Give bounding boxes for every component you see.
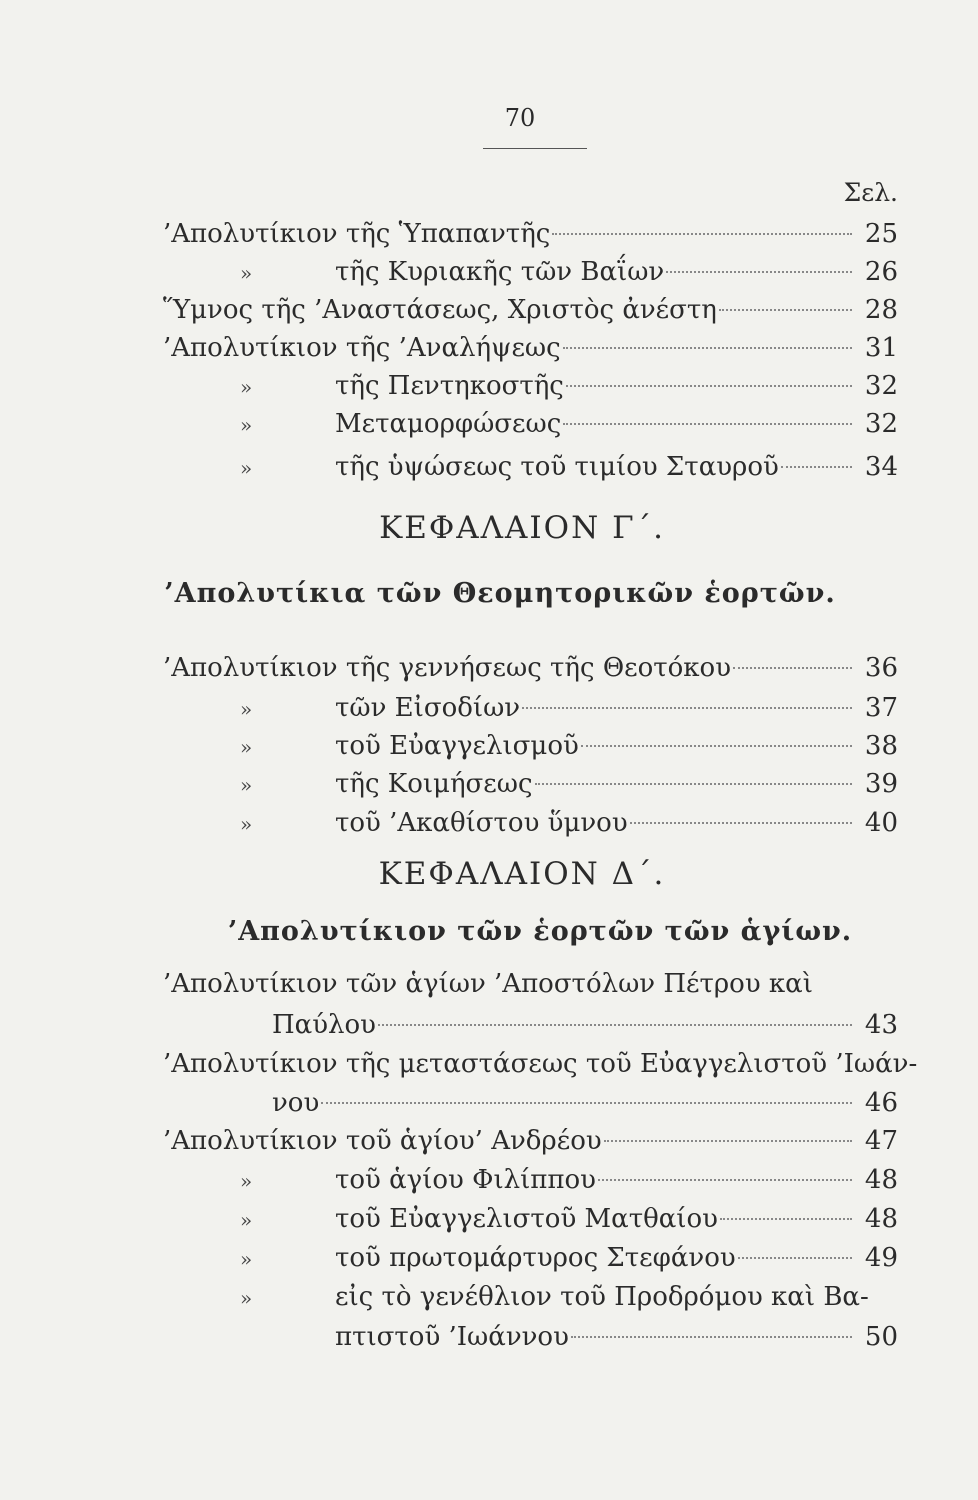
entry-title: τοῦ πρωτομάρτυρος Στεφάνου — [335, 1243, 736, 1273]
chapter-heading: ΚΕΦΑΛΑΙΟΝ Γ΄. — [379, 510, 665, 546]
toc-entry — [240, 726, 898, 766]
entry-title: Ὕμνος τῆς ’Αναστάσεως, Χριστὸς ἀνέστη — [163, 295, 717, 325]
entry-title: Παύλου — [272, 1010, 376, 1040]
dot-leader — [720, 1218, 852, 1220]
dot-leader — [581, 745, 852, 747]
entry-title: πτιστοῦ ’Ιωάννου — [335, 1322, 569, 1352]
dot-leader — [598, 1179, 852, 1181]
dot-leader — [719, 309, 852, 311]
chapter-subtitle: ’Απολυτίκιον τῶν ἑορτῶν τῶν ἁγίων. — [227, 916, 853, 947]
toc-entry — [240, 1199, 898, 1239]
dot-leader — [563, 423, 852, 425]
entry-page: 28 — [864, 295, 898, 325]
entry-title: ’Απολυτίκιον τῆς Ὑπαπαντῆς — [163, 219, 551, 249]
entry-title: νου — [272, 1088, 320, 1118]
entry-page: 40 — [864, 808, 898, 838]
toc-entry — [240, 252, 898, 292]
dot-leader — [552, 233, 852, 235]
toc-entry — [240, 404, 898, 444]
entry-title: τῆς Πεντηκοστῆς — [335, 371, 564, 401]
dot-leader — [378, 1024, 852, 1026]
toc-entry — [240, 366, 898, 406]
entry-page: 34 — [864, 452, 898, 482]
ditto-mark: » — [240, 375, 253, 399]
toc-entry — [163, 1121, 898, 1161]
toc-entry-line — [240, 1277, 869, 1317]
chapter-heading: ΚΕΦΑΛΑΙΟΝ Δ΄. — [378, 856, 666, 892]
entry-title: εἰς τὸ γενέθλιον τοῦ Προδρόμου καὶ Βα- — [335, 1282, 869, 1312]
ditto-mark: » — [240, 1286, 253, 1310]
chapter-subtitle: ’Απολυτίκια τῶν Θεομητορικῶν ἑορτῶν. — [164, 578, 836, 609]
entry-page: 32 — [864, 371, 898, 401]
ditto-mark: » — [240, 812, 253, 836]
toc-entry — [272, 1005, 898, 1045]
entry-title: τοῦ ἁγίου Φιλίππου — [335, 1165, 596, 1195]
entry-title: τῆς Κοιμήσεως — [335, 769, 533, 799]
entry-page: 46 — [864, 1088, 898, 1118]
dot-leader — [630, 822, 852, 824]
entry-title: τῶν Εἰσοδίων — [335, 693, 521, 723]
entry-page: 47 — [864, 1126, 898, 1156]
toc-entry-line: ’Απολυτίκιον τῆς μεταστάσεως τοῦ Εὐαγγελιστοῦ ’Ιωάν- — [163, 1049, 918, 1079]
ditto-mark: » — [240, 773, 253, 797]
dot-leader — [535, 783, 852, 785]
entry-page: 50 — [864, 1322, 898, 1352]
entry-page: 31 — [864, 333, 898, 363]
entry-title: τῆς Κυριακῆς τῶν Βαΐων — [335, 257, 665, 287]
toc-entry — [240, 803, 898, 843]
entry-page: 37 — [864, 693, 898, 723]
ditto-mark: » — [240, 697, 253, 721]
toc-entry — [163, 648, 898, 688]
entry-page: 48 — [864, 1204, 898, 1234]
entry-page: 38 — [864, 731, 898, 761]
entry-page: 43 — [864, 1010, 898, 1040]
toc-entry — [163, 328, 898, 368]
page-number-rule — [483, 148, 587, 149]
entry-title: τῆς ὑψώσεως τοῦ τιμίου Σταυροῦ — [335, 452, 779, 482]
ditto-mark: » — [240, 261, 253, 285]
ditto-mark: » — [240, 1208, 253, 1232]
entry-title: ’Απολυτίκιον τῆς γεννήσεως τῆς Θεοτόκου — [163, 653, 732, 683]
entry-page: 26 — [864, 257, 898, 287]
page-column-header: Σελ. — [843, 178, 898, 207]
ditto-mark: » — [240, 1169, 253, 1193]
toc-entry — [163, 290, 898, 330]
toc-entry — [240, 447, 898, 487]
toc-entry — [163, 214, 898, 254]
entry-title: τοῦ ’Ακαθίστου ὕμνου — [335, 808, 628, 838]
dot-leader — [563, 347, 852, 349]
toc-entry — [335, 1317, 898, 1357]
toc-entry — [240, 688, 898, 728]
toc-entry — [240, 764, 898, 804]
ditto-mark: » — [240, 413, 253, 437]
entry-page: 48 — [864, 1165, 898, 1195]
toc-entry — [240, 1238, 898, 1278]
dot-leader — [571, 1336, 852, 1338]
dot-leader — [733, 667, 852, 669]
dot-leader — [781, 466, 852, 468]
entry-page: 49 — [864, 1243, 898, 1273]
entry-page: 25 — [864, 219, 898, 249]
entry-title: ’Απολυτίκιον τῆς ’Αναλήψεως — [163, 333, 561, 363]
entry-page: 39 — [864, 769, 898, 799]
dot-leader — [566, 385, 852, 387]
entry-title: ’Απολυτίκιον τοῦ ἁγίου’ Ανδρέου — [163, 1126, 602, 1156]
dot-leader — [604, 1140, 852, 1142]
dot-leader — [321, 1102, 852, 1104]
dot-leader — [666, 271, 852, 273]
entry-page: 32 — [864, 409, 898, 439]
dot-leader — [738, 1257, 852, 1259]
ditto-mark: » — [240, 1247, 253, 1271]
entry-title: Μεταμορφώσεως — [335, 409, 562, 439]
entry-title: τοῦ Εὐαγγελισμοῦ — [335, 731, 579, 761]
dot-leader — [522, 707, 852, 709]
toc-entry-line: ’Απολυτίκιον τῶν ἁγίων ’Αποστόλων Πέτρου καὶ — [163, 969, 813, 999]
toc-entry — [272, 1083, 898, 1123]
ditto-mark: » — [240, 735, 253, 759]
ditto-mark: » — [240, 456, 253, 480]
page-number: 70 — [504, 104, 536, 132]
entry-title: τοῦ Εὐαγγελιστοῦ Ματθαίου — [335, 1204, 718, 1234]
toc-entry — [240, 1160, 898, 1200]
entry-page: 36 — [864, 653, 898, 683]
